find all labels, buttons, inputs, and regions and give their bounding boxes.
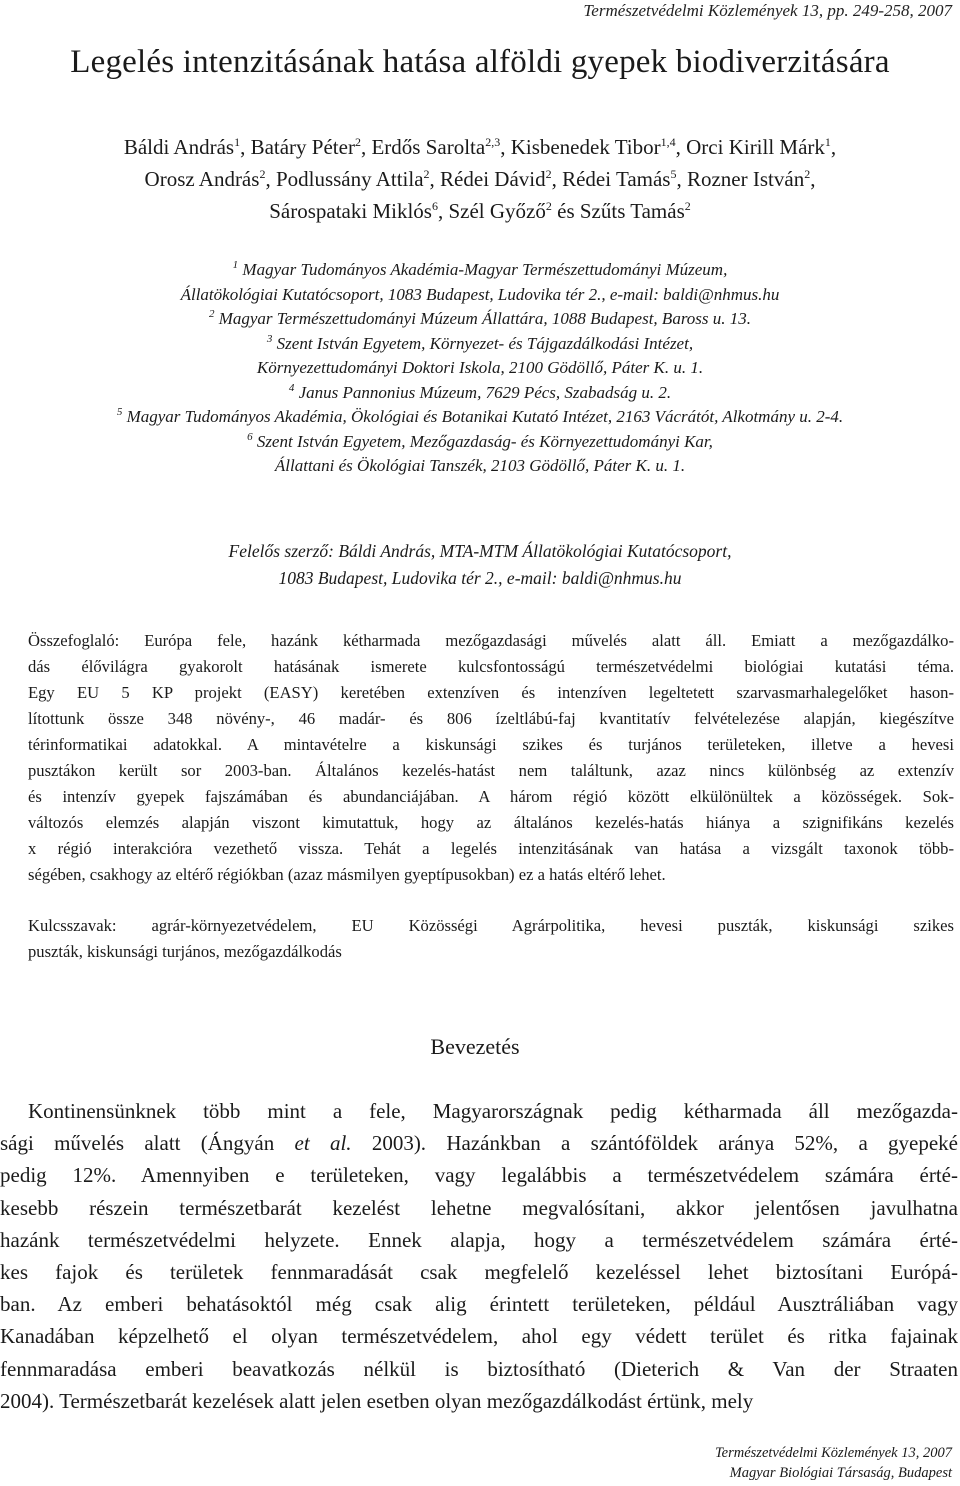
footer-journal: Természetvédelmi Közlemények 13, 2007 (714, 1445, 952, 1461)
affiliation-marker: 1 (824, 135, 831, 149)
body-line: Kanadában képzelhető el olyan természetvédelem, ahol egy védett terület és ritka fajainak (0, 1324, 958, 1349)
author-name: Sárospataki Miklós (269, 199, 432, 223)
author-list (0, 131, 960, 227)
section-heading: Bevezetés (430, 1034, 520, 1059)
abstract-line: és intenzív gyepek fajszámában és abundanciájában. A három régió között elkülönültek a közösségek. Sok- (28, 787, 954, 806)
body-text (0, 1095, 958, 1417)
affiliation-number: 1 (232, 259, 239, 271)
body-line: sági művelés alatt (Ángyán et al. 2003). Hazánkban a szántóföldek aránya 52%, a gyepeké (0, 1131, 959, 1156)
author-name: Rédei Dávid (440, 167, 546, 191)
italic-text: et al. (294, 1131, 352, 1156)
body-line: Kontinensünknek több mint a fele, Magyarországnak pedig kétharmada áll mezőgazda- (28, 1099, 958, 1123)
affiliation-number: 6 (247, 430, 253, 443)
body-line: pedig 12%. Amennyiben e területeken, vagy legalábbis a természetvédelem számára érté- (0, 1163, 958, 1188)
affiliation-line: $^3$ Szent István Egyetem, Környezet- és Tájgazdálkodási Intézet, (266, 332, 694, 353)
author-name: Szél Győző (448, 199, 546, 223)
footer-society: Magyar Biológiai Társaság, Budapest (729, 1465, 952, 1481)
author-name: Szűts Tamás (579, 199, 685, 223)
affiliation-line: Környezettudományi Doktori Iskola, 2100 Gödöllő, Páter K. u. 1. (256, 358, 704, 377)
affiliation-line: $^4$ Janus Pannonius Múzeum, 7629 Pécs, Szabadság u. 2. (288, 381, 672, 402)
author-name: Kisbenedek Tibor (510, 135, 661, 159)
affiliation-marker: 5 (670, 167, 677, 181)
paper-title: Legelés intenzitásának hatása alföldi gyepek biodiverzitására (70, 44, 890, 80)
abstract-line: x régió interakcióra vezethető vissza. Tehát a legelés intenzitásának van hatása a vizsgált taxonok több- (28, 839, 954, 858)
affiliation-line: $^6$ Szent István Egyetem, Mezőgazdaság- és Környezettudományi Kar, (247, 430, 713, 451)
author-name: Orci Kirill Márk (686, 135, 825, 159)
affiliation-marker: 1,4 (660, 135, 676, 149)
body-line: kes fajok és területek fennmaradását csak megfelelő kezeléssel lehet biztosítani Európá- (0, 1260, 958, 1285)
abstract-line: változós elemzés alapján viszont kimutattuk, hogy az általános kezelés-hatás hiánya a szignifikáns kezelés (28, 813, 954, 832)
affiliation-marker: 2 (804, 167, 811, 181)
affiliation-number: 4 (288, 381, 295, 394)
keywords-line: Kulcsszavak: agrár-környezetvédelem, EU Közösségi Agrárpolitika, hevesi puszták, kiskunsági szikes (28, 916, 954, 935)
author-name: Rozner István (686, 167, 805, 191)
abstract-line: térinformatikai adatokkal. A mintavételre a kiskunsági szikes és turjános területeken, illetve a hevesi (28, 735, 954, 754)
abstract-line: Összefoglaló: Európa fele, hazánk kétharmada mezőgazdasági művelés alatt áll. Emiatt a mezőgazdálko- (28, 631, 954, 650)
journal-reference-header: Természetvédelmi Közlemények 13, pp. 249-258, 2007 (583, 1, 952, 20)
affiliation-marker: 1 (234, 135, 241, 149)
author-name: Orosz András (144, 167, 260, 191)
affiliation-number: 2 (208, 308, 215, 320)
corresponding-author (0, 538, 960, 592)
affiliation-line: Állatökológiai Kutatócsoport, 1083 Budapest, Ludovika tér 2., e-mail: baldi@nhmus.hu (180, 284, 780, 304)
author-line-1: Báldi András$^1$, Batáry Péter$^2$, Erdős Sarolta$^{2,3}$, Kisbenedek Tibor$^{1,4}$, Orci Kirill Márk$^1$, (123, 135, 837, 159)
affiliation-marker: 2 (545, 167, 552, 181)
affiliation-line: Állattani és Ökológiai Tanszék, 2103 Gödöllő, Páter K. u. 1. (274, 456, 686, 475)
author-name: Rédei Tamás (562, 167, 671, 191)
body-line: ban. Az emberi behatásoktól még csak alig érintett területeken, például Ausztráliában vagy (0, 1292, 958, 1317)
author-name: Erdős Sarolta (371, 135, 486, 159)
abstract-line: dás élővilágra gyakorolt hatásának ismerete kulcsfontosságú természetvédelmi biológiai kutatási téma. (28, 657, 954, 676)
affiliation-list (0, 258, 960, 479)
abstract-line: pusztákon került sor 2003-ban. Általános kezelés-hatást nem találtunk, azaz nincs különbség az extenzív (28, 761, 954, 780)
author-name: Báldi András (123, 135, 235, 159)
affiliation-number: 3 (266, 332, 273, 345)
affiliation-line: $^2$ Magyar Természettudományi Múzeum Állattára, 1088 Budapest, Baross u. 13. (208, 308, 752, 328)
affiliation-line: $^5$ Magyar Tudományos Akadémia, Ökológiai és Botanikai Kutató Intézet, 2163 Vácrátót, Alkotmány u. 2-4. (116, 406, 844, 426)
author-line-3: Sárospataki Miklós$^6$, Szél Győző$^2$ és Szűts Tamás$^2$ (269, 199, 691, 223)
affiliation-marker: 2 (545, 199, 552, 213)
affiliation-marker: 2 (684, 199, 691, 213)
body-line: hazánk természetvédelmi helyzete. Ennek alapja, hogy a természetvédelem számára érté- (0, 1227, 958, 1252)
abstract-line: lítottunk össze 348 növény-, 46 madár- és 806 ízeltlábú-faj kvantitatív felvételezése alapján, kiegészítve (28, 709, 954, 728)
body-line: 2004). Természetbarát kezelések alatt jelen esetben olyan mezőgazdálkodást értünk, mely (0, 1388, 754, 1413)
author-name: Batáry Péter (250, 135, 355, 159)
body-line: kesebb részein természetbarát kezelést lehetne megvalósítani, akkor jelentősen javulhatna (0, 1195, 958, 1220)
affiliation-marker: 2,3 (485, 135, 501, 149)
corresponding-author-line: Felelős szerző: Báldi András, MTA-MTM Állatökológiai Kutatócsoport, (228, 541, 732, 561)
keywords-line: puszták, kiskunsági turjános, mezőgazdálkodás (28, 942, 342, 961)
abstract (28, 628, 954, 888)
abstract-line: ségében, csakhogy az eltérő régiókban (azaz másmilyen gyeptípusokban) ez a hatás eltérő lehet. (28, 865, 666, 884)
corresponding-author-line: 1083 Budapest, Ludovika tér 2., e-mail: baldi@nhmus.hu (278, 568, 682, 588)
affiliation-marker: 6 (431, 199, 438, 213)
author-name: Podlussány Attila (275, 167, 424, 191)
abstract-line: Egy EU 5 KP projekt (EASY) keretében extenzíven és intenzíven legeltetett szarvasmarhalegelőket hason- (28, 683, 954, 702)
affiliation-marker: 2 (423, 167, 430, 181)
keywords (28, 913, 954, 965)
affiliation-marker: 2 (354, 135, 361, 149)
affiliation-marker: 2 (259, 167, 266, 181)
body-line: fennmaradása emberi beavatkozás nélkül is biztosítható (Dieterich & Van der Straaten (0, 1356, 958, 1381)
affiliation-line: $^1$ Magyar Tudományos Akadémia-Magyar Természettudományi Múzeum, (232, 259, 728, 279)
affiliation-number: 5 (116, 406, 123, 418)
author-line-2: Orosz András$^2$, Podlussány Attila$^2$, Rédei Dávid$^2$, Rédei Tamás$^5$, Rozner István$^2$, (144, 167, 816, 191)
